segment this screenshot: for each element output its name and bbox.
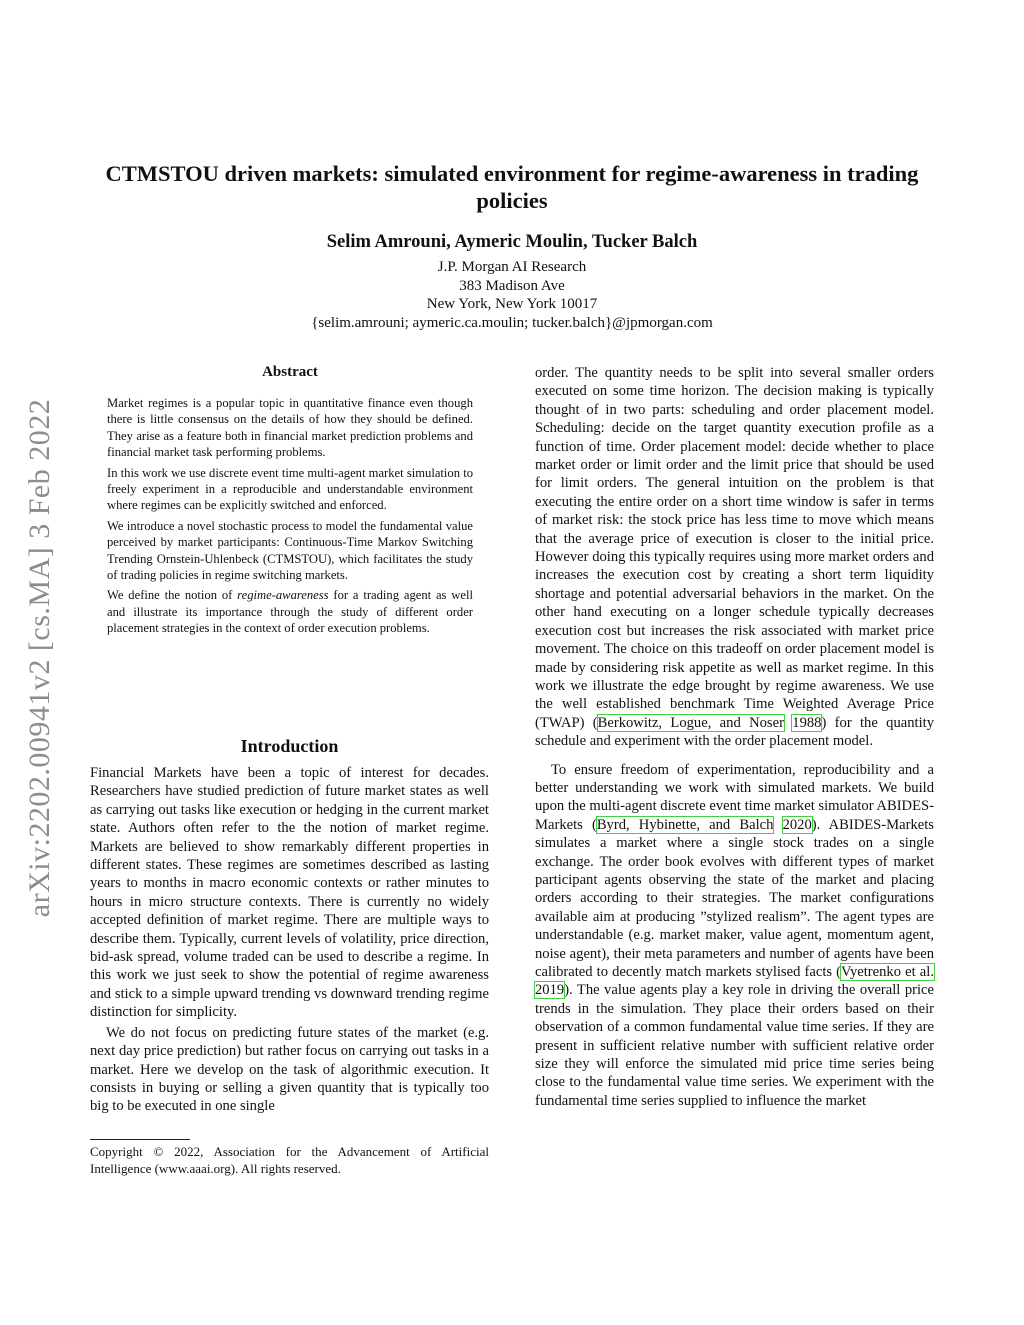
introduction-body xyxy=(90,764,489,1116)
paper-title: CTMSTOU driven markets: simulated environment for regime-awareness in trading policies xyxy=(105,161,919,213)
abstract-heading: Abstract xyxy=(262,364,318,380)
citation-year-link[interactable]: 2019 xyxy=(535,982,565,999)
affiliation-street: 383 Madison Ave xyxy=(459,277,565,294)
right-column-body xyxy=(535,364,934,1110)
abstract-paragraph xyxy=(107,587,473,636)
section-heading-introduction: Introduction xyxy=(240,736,339,756)
abstract-body xyxy=(107,395,473,641)
introduction-paragraph: We do not focus on predicting future states of the market (e.g. next day price prediction) but rather focus on carrying out tasks in a market. Here we develop on the task of algorithmic execution. It consists in buying or selling a given quantity that is typically too big to be executed in one single xyxy=(90,1024,489,1115)
citation-year-link[interactable]: 2020 xyxy=(782,816,812,833)
abstract-paragraph: In this work we use discrete event time multi-agent market simulation to freely experiment in a reproducible and understandable environment where regimes can be explicitly switched and enforced. xyxy=(107,465,473,513)
body-text: ) for the quantity schedule and experiment with the order placement model. xyxy=(535,714,934,750)
abstract-emphasis: regime-awareness xyxy=(237,588,329,603)
body-text: ). ABIDES-Markets simulates a market where a single stock trades on a single exchange. The order book evolves with different types of market participant agents observing the state of the market and placing orders according to their strategies. The market configurations available aim at producing ”stylized realism”. The agent types are understandable (e.g. market maker, value agent, momentum agent, noise agent), their meta parameters and number of agents have been calibrated to decently match markets stylised facts ( xyxy=(535,816,934,980)
arxiv-identifier xyxy=(18,355,62,960)
abstract-paragraph: We introduce a novel stochastic process to model the fundamental value perceived by market participants: Continuous-Time Markov Switching Trending Ornstein-Uhlenbeck (CTMSTOU), which facilitates the study of trading policies in regime switching markets. xyxy=(107,518,473,583)
abstract-text: for a trading agent as well and illustrate its importance through the study of different order placement strategies in the context of order execution problems. xyxy=(107,588,473,636)
citation-year-link[interactable]: 1988 xyxy=(792,714,822,731)
citation-link[interactable]: Berkowitz, Logue, and Noser xyxy=(597,714,784,731)
arxiv-identifier-text: arXiv:2202.00941v2 [cs.MA] 3 Feb 2022 xyxy=(23,398,57,917)
body-text: To ensure freedom of experimentation, reproducibility and a better understanding we work with simulated markets. We build upon the multi-agent discrete event time market simulator ABIDES-Markets ( xyxy=(535,761,934,833)
abstract-paragraph: Market regimes is a popular topic in quantitative finance even though there is little consensus on the details of how they should be defined. They arise as a feature both in financial market prediction problems and financial market task performing problems. xyxy=(107,396,473,460)
affiliation-city: New York, New York 10017 xyxy=(426,296,598,312)
body-text: order. The quantity needs to be split into several smaller orders executed on some time horizon. The decision making is typically thought of in two parts: scheduling and order placement model. Scheduling: decide on the target quantity execution profile as a function of time. Order placement model: decide whether to place market order or limit order and the limit price that should be used for limit orders. The general intuition on the problem is that executing the entire order on a short time window is safer in terms of market risk: the stock price has less time to move which means that the average price of execution is closer to the initial price. However doing this typically requires using more market orders and increases the execution cost by creating a short term liquidity shortage and potential adversarial behaviors in the market. On the other hand executing on a longer schedule typically decreases execution cost but increases the risk associated with market price movement. The choice on this tradeoff on order placement model is made by considering risk appetite as well as market regime. In this work we illustrate the edge brought by regime awareness. We use the well established benchmark Time Weighted Average Price (TWAP) ( xyxy=(535,365,934,731)
body-paragraph xyxy=(535,761,934,1111)
body-paragraph xyxy=(535,364,934,751)
affiliation-block xyxy=(100,258,924,332)
abstract-text: We define the notion of xyxy=(107,588,238,603)
affiliation-emails: {selim.amrouni; aymeric.ca.moulin; tucker.balch}@jpmorgan.com xyxy=(311,314,713,331)
citation-link[interactable]: Vyetrenko et al. xyxy=(841,964,934,980)
body-text: ). The value agents play a key role in driving the overall price trends in the simulation. They place their orders based on their observation of a common fundamental value time series. If they are present in sufficient relative number with sufficient relative order size they will enforce the simulated mid price time series being close to the fundamental value time series. We experiment with the fundamental time series supplied to influence the market xyxy=(535,982,934,1109)
paper-authors: Selim Amrouni, Aymeric Moulin, Tucker Balch xyxy=(326,232,698,252)
citation-link[interactable]: Byrd, Hybinette, and Balch xyxy=(596,816,774,833)
affiliation-org: J.P. Morgan AI Research xyxy=(437,259,587,275)
footnote-rule xyxy=(90,1139,190,1140)
introduction-paragraph: Financial Markets have been a topic of interest for decades. Researchers have studied prediction of future market states as well as carrying out tasks like execution or hedging in the current market state. Authors often refer to the the notion of market regime. Markets are believed to show remarkably different properties in different states. These regimes are sometimes described as lasting years to months in macro economic contexts or rather minutes to hours in micro structure contexts. There is currently no widely accepted definition of market regime. There are multiple ways to describe them. Typically, current levels of volatility, price direction, bid-ask spread, volume traded can be used to describe a regime. In this work we just seek to show the potential of regime awareness and stick to a simple upward trending vs downward trending regime distinction for simplicity. xyxy=(90,765,489,1021)
copyright-footnote: Copyright © 2022, Association for the Advancement of Artificial Intelligence (www.aaai.org). All rights reserved. xyxy=(90,1144,489,1176)
